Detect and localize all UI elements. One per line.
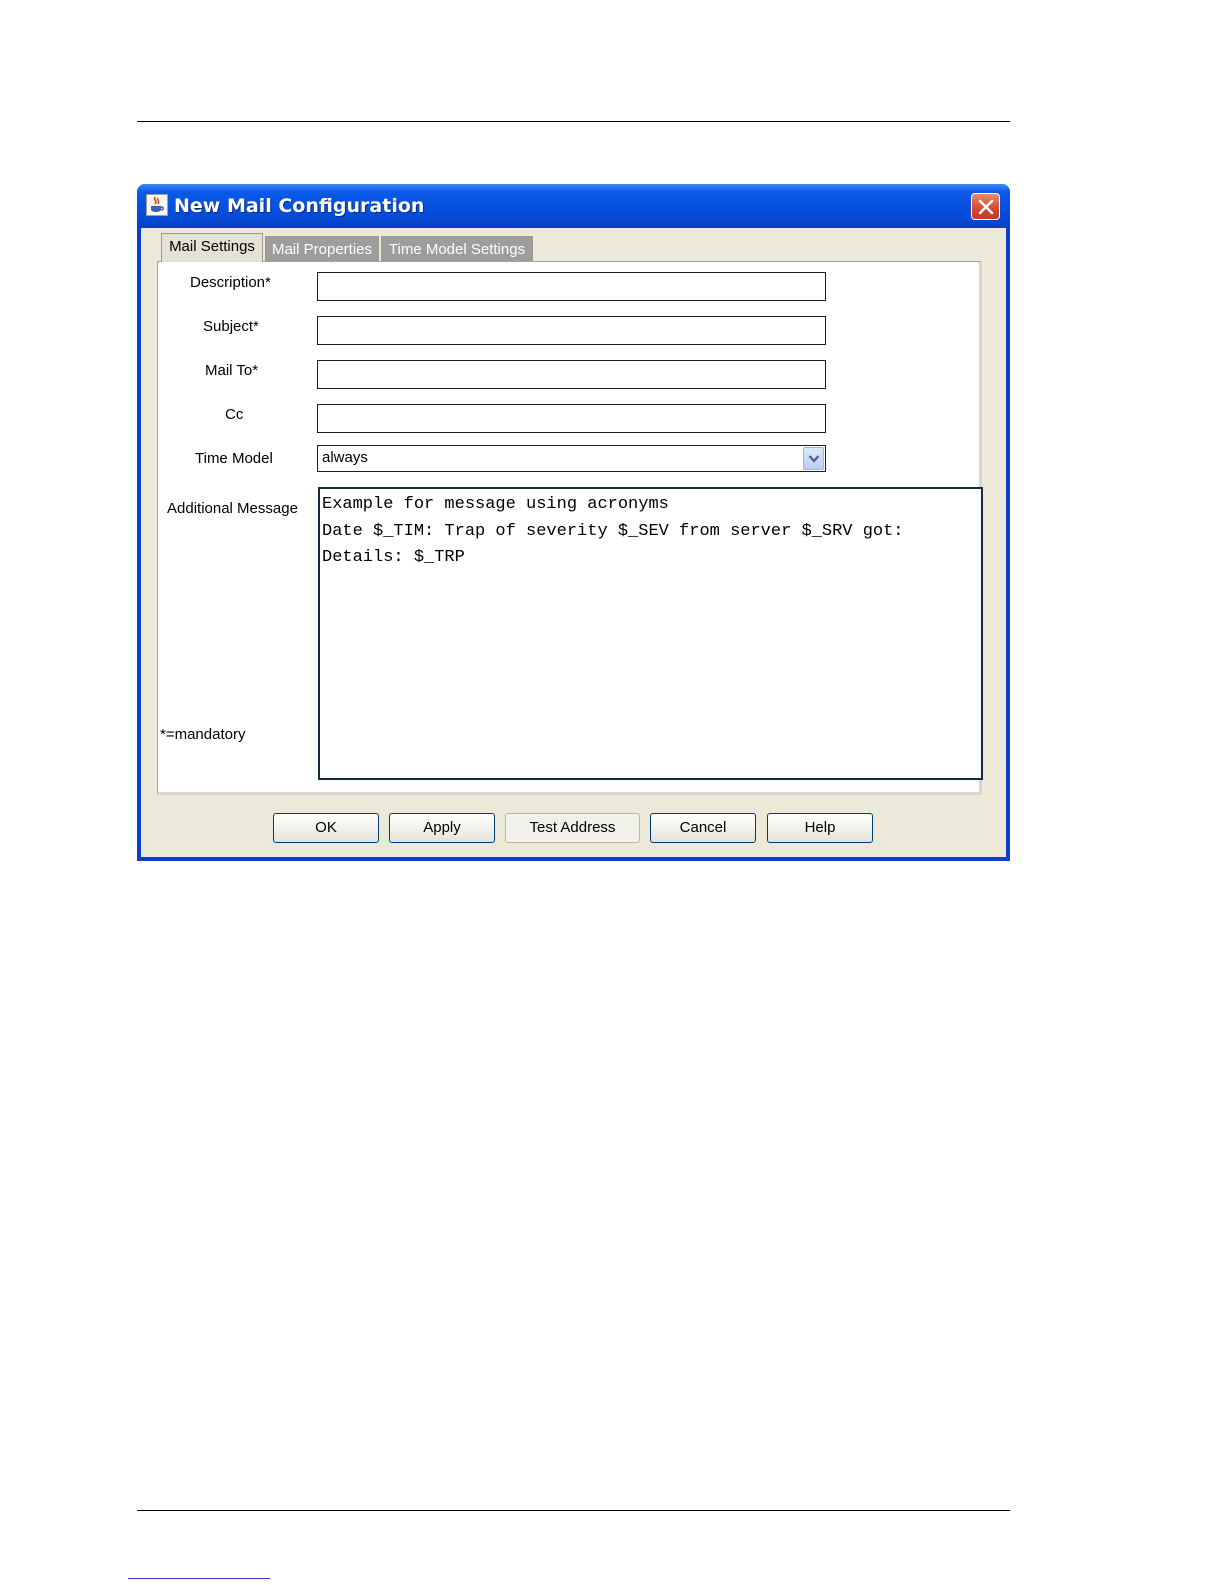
time-model-select[interactable]: [317, 445, 826, 472]
subject-input[interactable]: [317, 316, 826, 345]
java-cup-icon: [146, 194, 168, 216]
mandatory-note: *=mandatory: [160, 726, 246, 743]
time-model-value: always: [322, 449, 368, 466]
cc-label: Cc: [225, 406, 244, 423]
page-header-rule: [137, 121, 1010, 122]
message-line: Example for message using acronyms: [322, 495, 669, 514]
window-title: New Mail Configuration: [174, 195, 425, 217]
page-footer-rule: [137, 1510, 1010, 1511]
tab-mail-settings[interactable]: Mail Settings: [161, 233, 263, 262]
mail-to-input[interactable]: [317, 360, 826, 389]
description-label: Description*: [190, 274, 271, 291]
cancel-button[interactable]: Cancel: [650, 813, 756, 843]
title-bar[interactable]: [137, 184, 1010, 228]
time-model-label: Time Model: [195, 450, 273, 467]
additional-message-textarea[interactable]: [318, 487, 983, 780]
apply-button[interactable]: Apply: [389, 813, 495, 843]
tab-mail-properties[interactable]: Mail Properties: [265, 236, 379, 262]
close-icon[interactable]: [971, 193, 1000, 220]
test-address-button[interactable]: Test Address: [505, 813, 640, 843]
cc-input[interactable]: [317, 404, 826, 433]
additional-message-label: Additional Message: [167, 500, 298, 517]
message-line: Details: $_TRP: [322, 548, 465, 567]
description-input[interactable]: [317, 272, 826, 301]
ok-button[interactable]: OK: [273, 813, 379, 843]
help-button[interactable]: Help: [767, 813, 873, 843]
footer-link-underline: [128, 1578, 270, 1579]
chevron-down-icon[interactable]: [803, 447, 824, 470]
subject-label: Subject*: [203, 318, 259, 335]
mail-to-label: Mail To*: [205, 362, 259, 379]
message-line: Date $_TIM: Trap of severity $_SEV from server $_SRV got:: [322, 521, 904, 541]
tab-time-model-settings[interactable]: Time Model Settings: [381, 236, 533, 262]
